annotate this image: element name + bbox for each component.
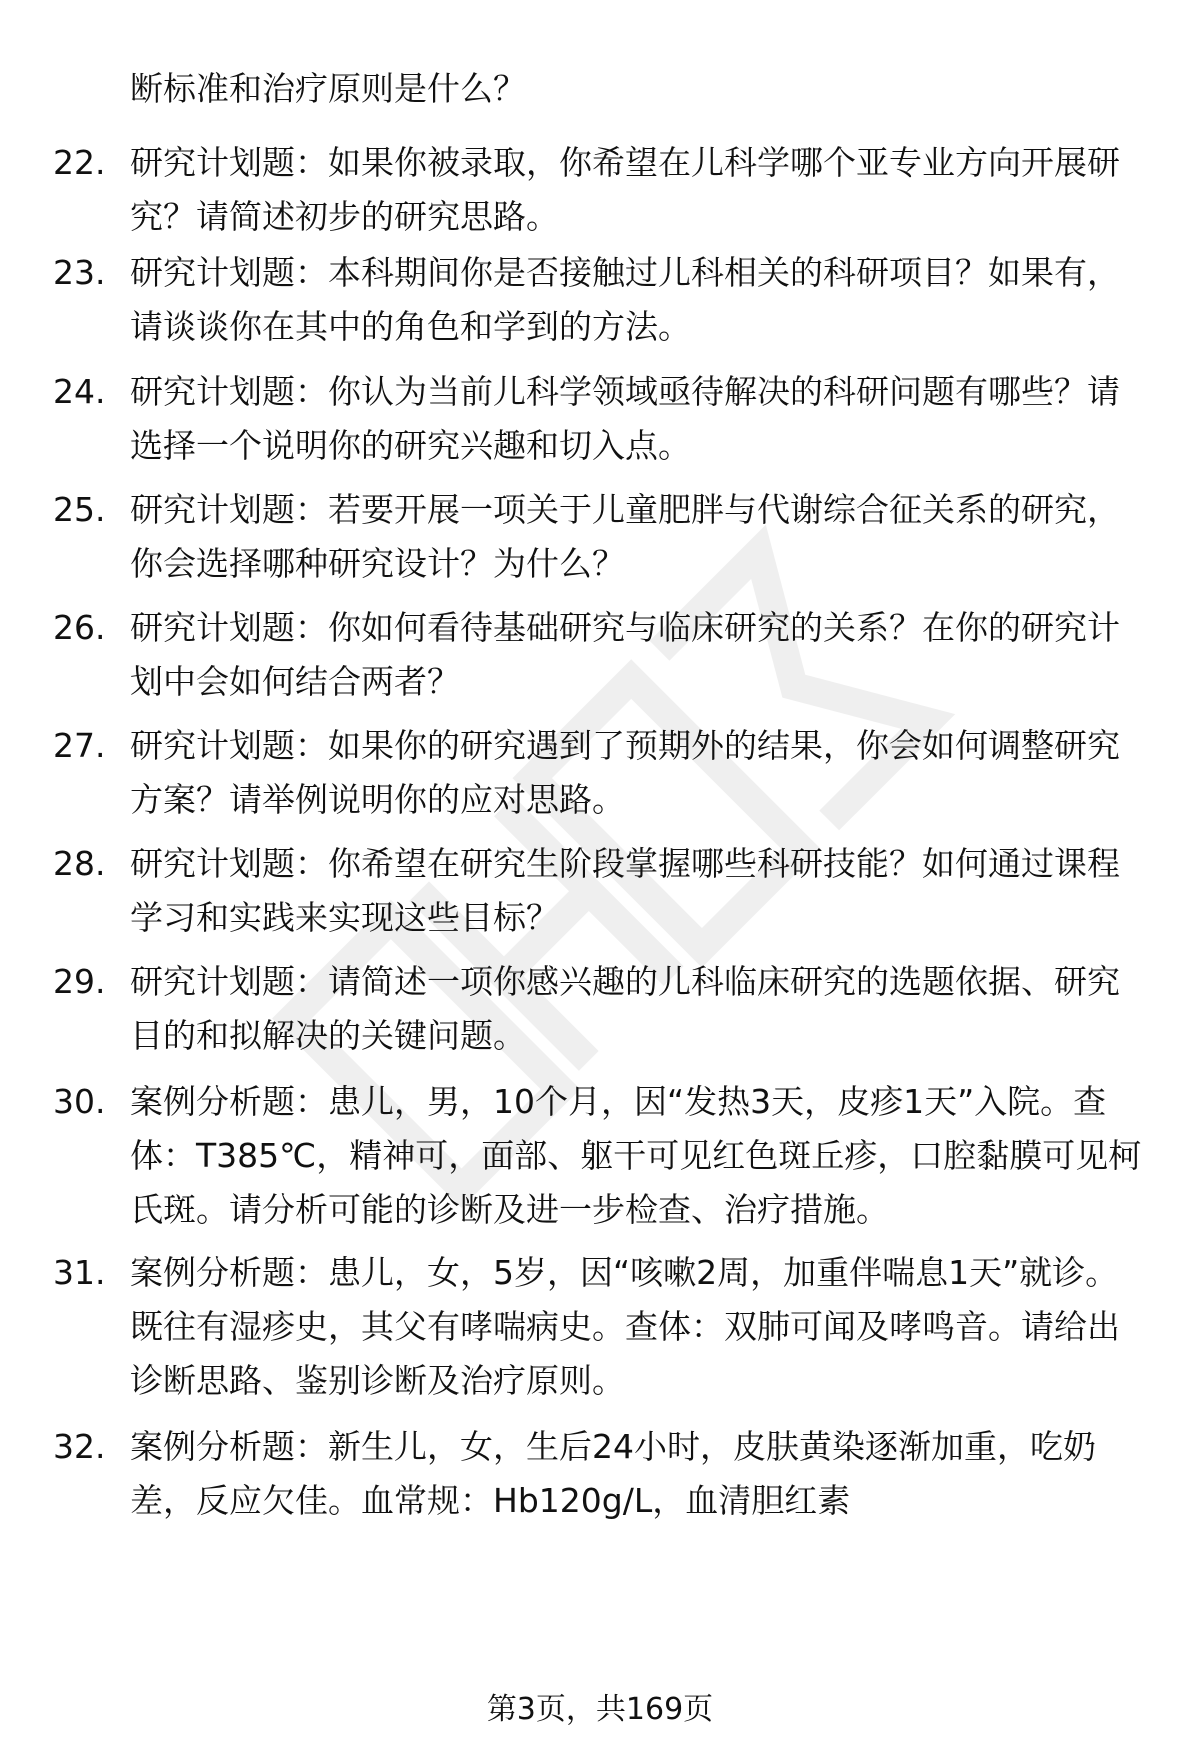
question-number: 32. [53,1427,106,1466]
question-text: 案例分析题：患儿，男，10个月，因“发热3天，皮疹1天”入院。查体：T385℃，精神可，面部、躯干可见红色斑丘疹，口腔黏膜可见柯氏斑。请分析可能的诊断及进一步检查、治疗措施。 [130,1082,1142,1229]
question-number: 23. [53,253,106,292]
question-number: 29. [53,962,106,1001]
question-text: 研究计划题：若要开展一项关于儿童肥胖与代谢综合征关系的研究，你会选择哪种研究设计？为什么？ [130,490,1120,583]
question-number: 28. [53,844,106,883]
question-text: 研究计划题：你希望在研究生阶段掌握哪些科研技能？如何通过课程学习和实践来实现这些目标？ [130,844,1120,937]
question-number: 24. [53,372,106,411]
question-number: 26. [53,608,106,647]
question-text: 案例分析题：新生儿，女，生后24小时，皮肤黄染逐渐加重，吃奶差，反应欠佳。血常规：Hb120g/L，血清胆红素 [130,1427,1096,1520]
question-text: 研究计划题：本科期间你是否接触过儿科相关的科研项目？如果有，请谈谈你在其中的角色和学到的方法。 [130,253,1120,346]
page-footer: 第3页，共169页 [486,1692,714,1727]
question-number: 31. [53,1253,106,1292]
question-text: 研究计划题：你如何看待基础研究与临床研究的关系？在你的研究计划中会如何结合两者？ [130,608,1120,701]
continuation-text: 断标准和治疗原则是什么？ [130,69,526,108]
question-number: 22. [53,143,106,182]
question-text: 研究计划题：你认为当前儿科学领域亟待解决的科研问题有哪些？请选择一个说明你的研究兴趣和切入点。 [130,372,1120,465]
question-number: 27. [53,726,106,765]
question-text: 研究计划题：请简述一项你感兴趣的儿科临床研究的选题依据、研究目的和拟解决的关键问题。 [130,962,1120,1055]
question-text: 研究计划题：如果你的研究遇到了预期外的结果，你会如何调整研究方案？请举例说明你的应对思路。 [130,726,1120,819]
question-text: 案例分析题：患儿，女，5岁，因“咳嗽2周，加重伴喘息1天”就诊。既往有湿疹史，其父有哮喘病史。查体：双肺可闻及哮鸣音。请给出诊断思路、鉴别诊断及治疗原则。 [130,1253,1120,1400]
question-text: 研究计划题：如果你被录取，你希望在儿科学哪个亚专业方向开展研究？请简述初步的研究思路。 [130,143,1120,236]
question-number: 25. [53,490,106,529]
question-number: 30. [53,1082,106,1121]
